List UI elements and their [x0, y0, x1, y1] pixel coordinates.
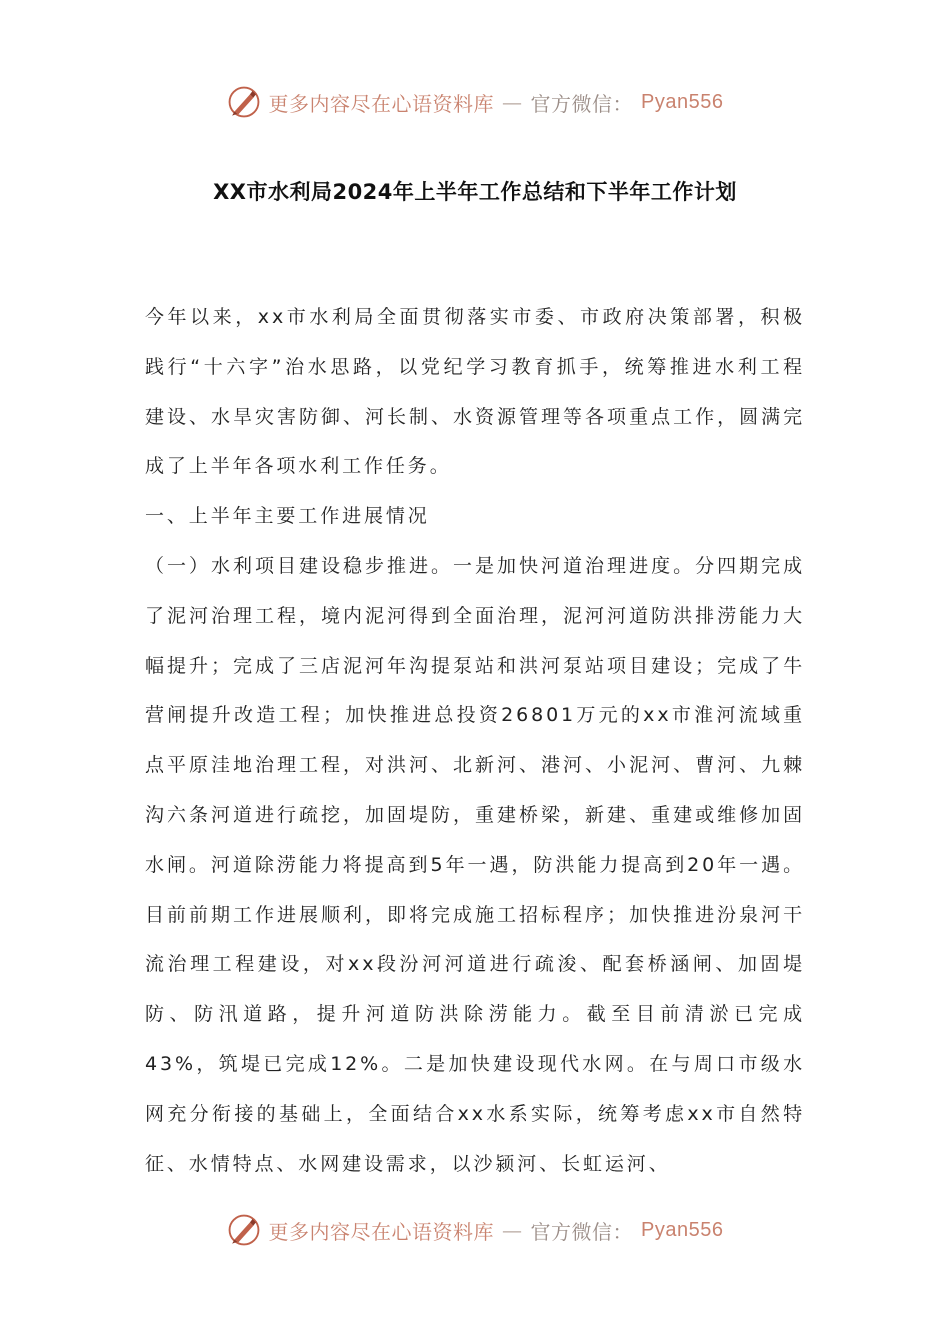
watermark-label: 官方微信： [530, 1219, 634, 1244]
watermark-content [227, 85, 724, 119]
watermark-text: 更多内容尽在心语资料库 [268, 1219, 495, 1244]
watermark-label: 官方微信： [530, 91, 634, 116]
pen-logo-icon [227, 1213, 261, 1247]
paragraph-project-construction: （一）水利项目建设稳步推进。一是加快河道治理进度。分四期完成了泥河治理工程，境内泥河得到全面治理，泥河河道防洪排涝能力大幅提升；完成了三店泥河年沟提泵站和洪河泵站项目建设；完成了牛营闸提升改造工程；加快推进总投资26801万元的xx市淮河流域重点平原洼地治理工程，对洪河、北新河、港河、小泥河、曹河、九棘沟六条河道进行疏挖，加固堤防，重建桥梁，新建、重建或维修加固水闸。河道除涝能力将提高到5年一遇，防洪能力提高到20年一遇。目前前期工作进展顺利，即将完成施工招标程序；加快推进汾泉河干流治理工程建设，对xx段汾河河道进行疏浚、配套桥涵闸、加固堤防、防汛道路，提升河道防洪除涝能力。截至目前清淤已完成43%，筑堤已完成12%。二是加快建设现代水网。在与周口市级水网充分衔接的基础上，全面结合xx水系实际，统筹考虑xx市自然特征、水情特点、水网建设需求，以沙颍河、长虹运河、 [145, 554, 805, 1175]
section-heading: 一、上半年主要工作进展情况 [145, 505, 430, 528]
watermark-separator: — [502, 90, 523, 114]
watermark-header [0, 82, 950, 122]
watermark-id: Pyan556 [641, 1218, 724, 1241]
watermark-content [227, 1213, 724, 1247]
watermark-text: 更多内容尽在心语资料库 [268, 91, 495, 116]
document-body [145, 293, 805, 1189]
watermark-id: Pyan556 [641, 90, 724, 113]
document-title: XX市水利局2024年上半年工作总结和下半年工作计划 [213, 180, 737, 204]
watermark-footer [0, 1210, 950, 1250]
watermark-separator: — [502, 1218, 523, 1242]
pen-logo-icon [227, 85, 261, 119]
paragraph-intro: 今年以来，xx市水利局全面贯彻落实市委、市政府决策部署，积极践行“十六字”治水思路，以党纪学习教育抓手，统筹推进水利工程建设、水旱灾害防御、河长制、水资源管理等各项重点工作，圆满完成了上半年各项水利工作任务。 [145, 306, 805, 478]
